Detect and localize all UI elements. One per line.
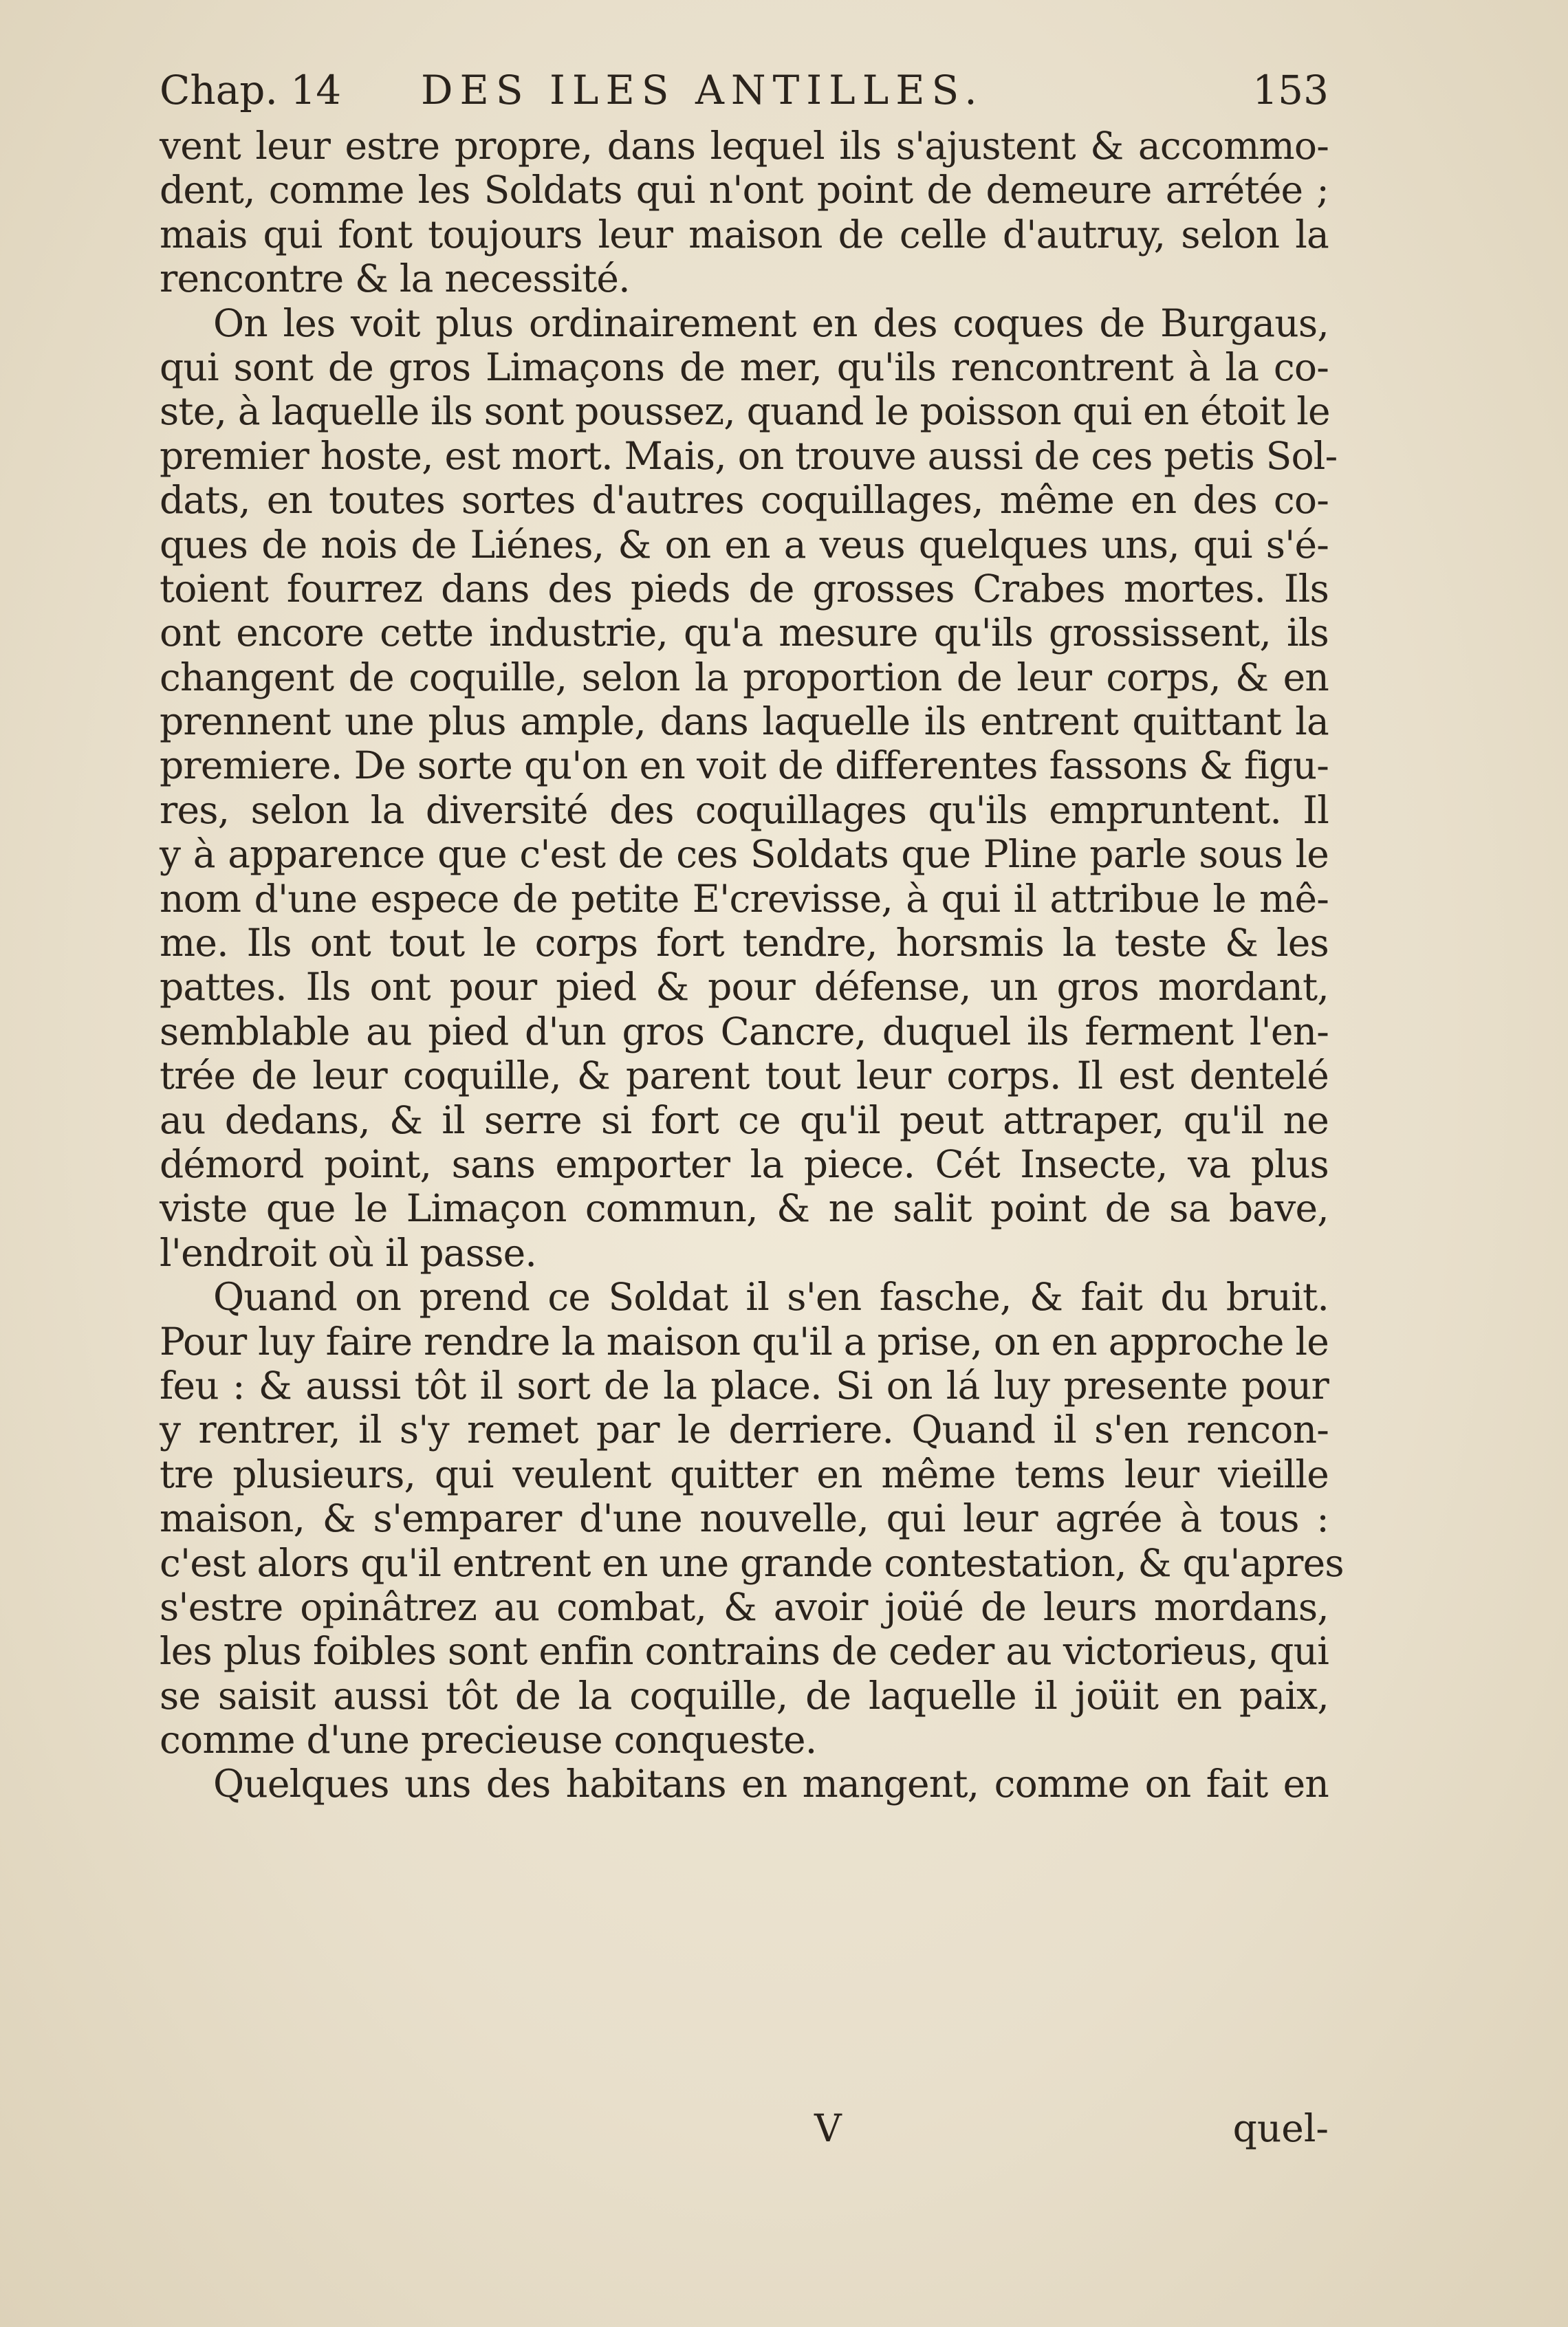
text-line: semblable au pied d'un gros Cancre, duquel ils ferment l'en- [160, 1009, 1329, 1053]
text-line: viste que le Limaçon commun, & ne salit point de sa bave, [160, 1186, 1329, 1231]
text-line: ques de nois de Liénes, & on en a veus quelques uns, qui s'é- [160, 522, 1329, 567]
text-line: toient fourrez dans des pieds de grosses Crabes mortes. Ils [160, 566, 1329, 611]
text-line: ont encore cette industrie, qu'a mesure qu'ils grossissent, ils [160, 611, 1329, 655]
text-line: se saisit aussi tôt de la coquille, de laquelle il joüit en paix, [160, 1673, 1329, 1718]
text-body [160, 124, 1344, 1806]
text-line: qui sont de gros Limaçons de mer, qu'ils rencontrent à la co- [160, 345, 1329, 389]
running-header [160, 61, 1329, 120]
text-line: c'est alors qu'il entrent en une grande contestation, & qu'apres [160, 1540, 1344, 1585]
text-line: dats, en toutes sortes d'autres coquillages, même en des co- [160, 478, 1329, 523]
text-line: pattes. Ils ont pour pied & pour défense, un gros mordant, [160, 965, 1329, 1009]
text-line: trée de leur coquille, & parent tout leur corps. Il est dentelé [160, 1053, 1329, 1098]
text-line: rencontre & la necessité. [160, 256, 630, 301]
text-line: On les voit plus ordinairement en des coques de Burgaus, [213, 301, 1329, 345]
text-line: dent, comme les Soldats qui n'ont point de demeure arrétée ; [160, 168, 1329, 212]
page-number: 153 [1252, 67, 1329, 113]
text-line: res, selon la diversité des coquillages qu'ils empruntent. Il [160, 787, 1329, 832]
signature-mark: V [814, 2106, 842, 2150]
text-line: ste, à laquelle ils sont poussez, quand le poisson qui en étoit le [160, 389, 1330, 434]
text-line: feu : & aussi tôt il sort de la place. Si on lá luy presente pour [160, 1363, 1329, 1408]
text-line: vent leur estre propre, dans lequel ils s'ajustent & accommo- [160, 124, 1329, 168]
text-line: Pour luy faire rendre la maison qu'il a prise, on en approche le [160, 1319, 1329, 1364]
text-line: premier hoste, est mort. Mais, on trouve aussi de ces petis Sol- [160, 433, 1338, 478]
running-title: DES ILES ANTILLES. [421, 67, 984, 113]
text-line: nom d'une espece de petite E'crevisse, à qui il attribue le mê- [160, 876, 1329, 921]
text-line: changent de coquille, selon la proportion de leur corps, & en [160, 655, 1329, 699]
text-line: Quand on prend ce Soldat il s'en fasche, & fait du bruit. [213, 1275, 1329, 1320]
text-line: Quelques uns des habitans en mangent, comme on fait en [213, 1762, 1329, 1806]
text-line: me. Ils ont tout le corps fort tendre, horsmis la teste & les [160, 921, 1329, 965]
text-line: premiere. De sorte qu'on en voit de differentes fassons & figu- [160, 743, 1329, 788]
text-line: démord point, sans emporter la piece. Cét Insecte, va plus [160, 1141, 1329, 1186]
page-footer [160, 2104, 1329, 2152]
text-line: maison, & s'emparer d'une nouvelle, qui leur agrée à tous : [160, 1496, 1329, 1541]
text-line: mais qui font toujours leur maison de celle d'autruy, selon la [160, 212, 1329, 256]
catchword: quel- [1232, 2106, 1329, 2150]
text-line: comme d'une precieuse conqueste. [160, 1718, 817, 1762]
text-line: tre plusieurs, qui veulent quitter en même tems leur vieille [160, 1452, 1329, 1496]
text-line: l'endroit où il passe. [160, 1230, 537, 1275]
text-line: les plus foibles sont enfin contrains de ceder au victorieus, qui [160, 1629, 1329, 1674]
text-line: prennent une plus ample, dans laquelle ils entrent quittant la [160, 699, 1329, 744]
text-line: y à apparence que c'est de ces Soldats que Pline parle sous le [160, 832, 1329, 877]
text-line: au dedans, & il serre si fort ce qu'il peut attraper, qu'il ne [160, 1097, 1329, 1142]
chapter-label: Chap. 14 [160, 67, 342, 113]
text-line: s'estre opinâtrez au combat, & avoir joüé de leurs mordans, [160, 1584, 1329, 1629]
text-line: y rentrer, il s'y remet par le derriere. Quand il s'en rencon- [160, 1408, 1329, 1452]
